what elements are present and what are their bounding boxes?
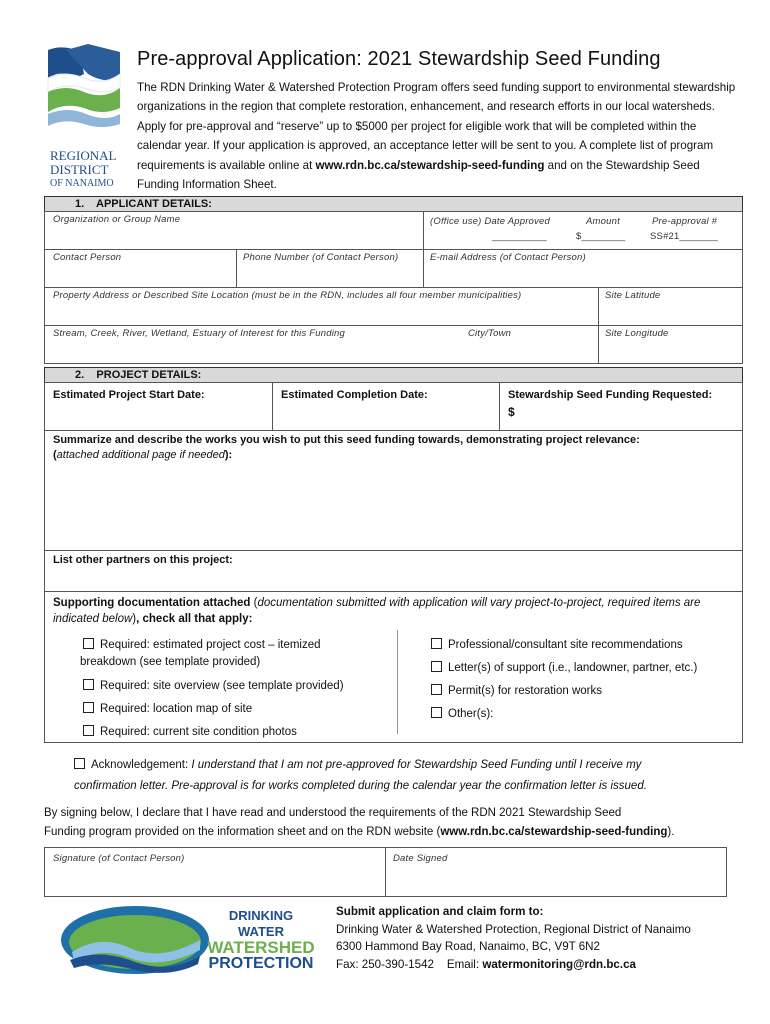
phone-label: Phone Number (of Contact Person) [243,252,399,263]
acknowledgement-text-2: confirmation letter. Pre-approval is for works completed during the calendar year the confirmation letter is issued. [74,780,647,792]
checkbox-icon[interactable] [431,638,442,649]
site-longitude-label: Site Longitude [605,328,669,339]
declaration-link[interactable]: www.rdn.bc.ca/stewardship-seed-funding [440,826,668,838]
dwwp-logo-graphic [60,904,210,976]
checkbox-icon[interactable] [83,725,94,736]
logo-line-1: REGIONAL [50,148,117,163]
stream-field[interactable] [44,325,599,364]
supporting-italic: documentation submitted with application will vary project-to-project, required items are indicated below [53,597,701,625]
acknowledgement-text: I understand that I am not pre-approved for Stewardship Seed Funding until I receive my [191,759,642,771]
funding-dollar-sign: $ [508,405,515,419]
city-label: City/Town [468,328,512,339]
submit-line-3 [336,956,736,974]
submit-info [336,903,736,973]
intro-paragraph [137,78,737,194]
section-number: 1. [75,198,85,210]
checkbox-others[interactable] [431,707,493,720]
date-signed-label: Date Signed [393,853,448,864]
property-address-field[interactable] [44,287,599,326]
supporting-docs-heading: Supporting documentation attached (documentation submitted with application will vary project-to-project, required items are indicated below), check all that apply: [53,597,701,625]
item-label: Required: estimated project cost – itemized [100,639,321,651]
checkbox-cost-breakdown-line2: breakdown (see template provided) [80,656,261,668]
item-label: Permit(s) for restoration works [448,685,603,697]
declaration-line-2 [44,823,744,842]
stream-label: Stream, Creek, River, Wetland, Estuary of Interest for this Funding [53,328,346,339]
submit-line-2: 6300 Hammond Bay Road, Nanaimo, BC, V9T 6N2 [336,940,601,953]
project-details-heading [44,367,743,383]
checkbox-icon[interactable] [431,684,442,695]
office-amount-blank: $________ [576,231,626,242]
partners-field[interactable] [44,550,743,592]
contact-person-field[interactable] [44,249,237,288]
item-label: Required: current site condition photos [100,726,297,738]
checkbox-letters-of-support[interactable] [431,661,697,674]
checkbox-site-overview[interactable] [83,679,344,692]
logo-line-2: DISTRICT [50,162,109,177]
email-field[interactable] [423,249,743,288]
summary-label: Summarize and describe the works you wish to put this seed funding towards, demonstrating project relevance: [53,434,640,446]
acknowledgement-label: Acknowledgement: [91,759,192,771]
contact-person-label: Contact Person [53,252,122,263]
logo-line-3: OF NANAIMO [50,178,114,189]
applicant-details-heading [44,196,743,212]
supporting-bold: Supporting documentation attached [53,597,251,609]
office-use-box [423,211,743,250]
summary-note-text: attached additional page if needed [56,449,225,461]
acknowledgement-checkbox-icon[interactable] [74,758,85,769]
summary-field[interactable] [44,430,743,551]
declaration-line-1: By signing below, I declare that I have read and understood the requirements of the RDN 2021 Stewardship Seed [44,807,622,819]
organization-label: Organization or Group Name [53,214,181,225]
supporting-bold-2: , check all that apply: [136,613,253,625]
office-preapproval-label: Pre-approval # [652,216,718,227]
office-date-label: (Office use) Date Approved [430,216,550,227]
checkbox-icon[interactable] [83,679,94,690]
dwwp-logo-line-1: DRINKING WATER [228,908,294,939]
acknowledgement-line-2 [74,777,744,796]
funding-requested-field[interactable] [499,382,743,431]
checkbox-icon[interactable] [83,702,94,713]
checkbox-permits[interactable] [431,684,602,697]
checkbox-icon[interactable] [83,638,94,649]
dwwp-logo-line-2: WATERSHED [207,938,315,957]
checkbox-location-map[interactable] [83,702,252,715]
intro-text-end: and on the Stewardship Seed Funding Information Sheet. [137,158,700,192]
property-address-label: Property Address or Described Site Location (must be in the RDN, includes all four member municipalities) [53,290,522,301]
checkbox-icon[interactable] [431,707,442,718]
page-title: Pre-approval Application: 2021 Stewardship Seed Funding [137,48,661,70]
organization-field[interactable] [44,211,424,250]
item-label: Required: site overview (see template provided) [100,680,344,692]
site-longitude-field[interactable] [598,325,743,364]
partners-label: List other partners on this project: [53,554,233,566]
submit-line-1: Drinking Water & Watershed Protection, Regional District of Nanaimo [336,922,691,936]
checkbox-site-photos[interactable] [83,725,297,738]
rdn-logo [44,44,124,189]
summary-note: (attached additional page if needed): [53,449,233,461]
rdn-logo-graphic [44,44,124,144]
email-link[interactable]: watermonitoring@rdn.bc.ca [482,957,636,971]
signature-field[interactable] [44,847,386,897]
supporting-docs-box [44,591,743,743]
section-number: 2. [75,369,85,381]
dwwp-logo-text [206,908,316,972]
intro-link[interactable]: www.rdn.bc.ca/stewardship-seed-funding [315,158,545,172]
dwwp-logo-line-3: PROTECTION [208,955,314,972]
completion-date-field[interactable] [272,382,500,431]
dwwp-logo [60,904,320,976]
section-title: PROJECT DETAILS: [96,369,202,381]
item-label: Other(s): [448,708,494,720]
declaration-text-end: ). [667,826,675,838]
site-latitude-field[interactable] [598,287,743,326]
checkbox-icon[interactable] [431,661,442,672]
declaration-text: Funding program provided on the information sheet and on the RDN website ( [44,826,441,838]
completion-date-label: Estimated Completion Date: [281,389,428,401]
item-label: Professional/consultant site recommendations [448,639,683,651]
checkbox-cost-breakdown[interactable] [83,638,321,651]
start-date-label: Estimated Project Start Date: [53,389,205,401]
email-label: Email: [446,957,483,971]
date-signed-field[interactable] [385,847,727,897]
start-date-field[interactable] [44,382,273,431]
submit-heading: Submit application and claim form to: [336,905,544,918]
column-divider [397,630,398,734]
funding-requested-label: Stewardship Seed Funding Requested: [508,389,713,401]
checkbox-professional-recommendations[interactable] [431,638,683,651]
phone-field[interactable] [236,249,424,288]
item-label: Letter(s) of support (i.e., landowner, partner, etc.) [448,662,698,674]
office-date-blank: __________ [492,231,547,242]
office-ss-blank: SS#21_______ [650,231,718,242]
signature-label: Signature (of Contact Person) [53,853,185,864]
email-label: E-mail Address (of Contact Person) [430,252,586,263]
office-amount-label: Amount [586,216,620,227]
section-title: APPLICANT DETAILS: [96,198,212,210]
intro-text: The RDN Drinking Water & Watershed Protection Program offers seed funding support to environmental stewardship organizations in the region that complete restoration, enhancement, and research efforts in our local watersheds. Apply for pre-approval and “reserve” up to $5000 per project for eligible work that will be completed within the calendar year. If your application is approved, an acceptance letter will be sent to you. A complete list of program requirements is available online at [137,81,736,172]
acknowledgement[interactable] [74,756,734,775]
fax-number: Fax: 250-390-1542 [336,957,434,971]
site-latitude-label: Site Latitude [605,290,661,301]
item-label: Required: location map of site [100,703,253,715]
